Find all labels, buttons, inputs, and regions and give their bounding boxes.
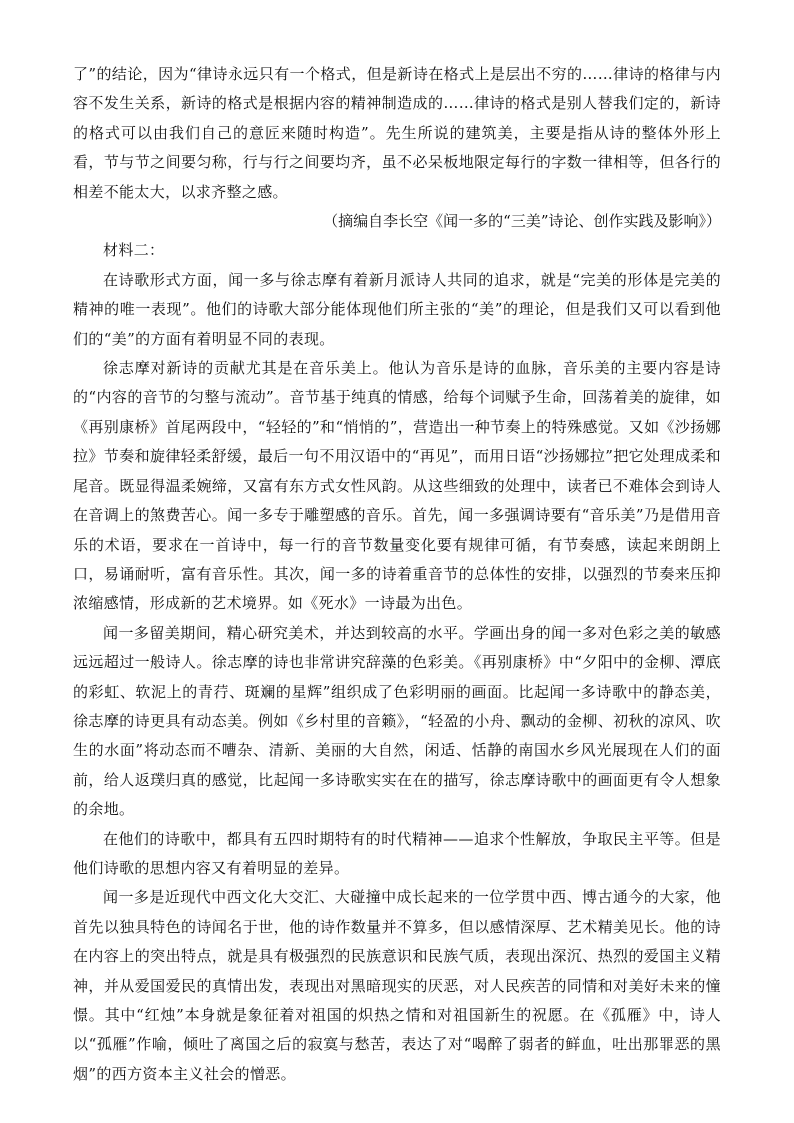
source-citation: （摘编自李长空《闻一多的“三美”诗论、创作实践及影响》） xyxy=(323,212,721,231)
section-heading-material-two: 材料二： xyxy=(103,241,165,260)
paragraph-painting-beauty: 闻一多留美期间，精心研究美术，并达到较高的水平。学画出身的闻一多对色彩之美的敏感远远超过一般诗人。徐志摩的诗也非常讲究辞藻的色彩美。《再别康桥》中“夕阳中的金柳、潭底的彩虹、软泥上的青荇、斑斓的星辉”组织成了色彩明丽的画面。比起闻一多诗歌中的静态美，徐志摩的诗更具有动态美。例如《乡村里的音籁》，“轻盈的小舟、飘动的金柳、初秋的凉风、吹生的水面”将动态而不嘈杂、清新、美丽的大自然，闲适、恬静的南国水乡风光展现在人们的面前，给人返璞归真的感觉，比起闻一多诗歌实实在在的描写，徐志摩诗歌中的画面更有令人想象的余地。 xyxy=(73,623,721,819)
paragraph-form-pursuit: 在诗歌形式方面，闻一多与徐志摩有着新月派诗人共同的追求，就是“完美的形体是完美的精神的唯一表现”。他们的诗歌大部分能体现他们所主张的“美”的理论，但是我们又可以看到他们的“美”的方面有着明显不同的表现。 xyxy=(73,270,721,348)
paragraph-music-beauty: 徐志摩对新诗的贡献尤其是在音乐美上。他认为音乐是诗的血脉，音乐美的主要内容是诗的“内容的音节的匀整与流动”。音节基于纯真的情感，给每个词赋予生命，回荡着美的旋律，如《再别康桥》首尾两段中，“轻轻的”和“悄悄的”，营造出一种节奏上的特殊感觉。又如《沙扬娜拉》节奏和旋律轻柔舒缓，最后一句不用汉语中的“再见”，而用日语“沙扬娜拉”把它处理成柔和尾音。既显得温柔婉缔，又富有东方式女性风韵。从这些细致的处理中，读者已不难体会到诗人在音调上的煞费苦心。闻一多专于雕塑感的音乐。首先，闻一多强调诗要有“音乐美”乃是借用音乐的术语，要求在一首诗中，每一行的音节数量变化要有规律可循，有节奏感，读起来朗朗上口，易诵耐听，富有音乐性。其次，闻一多的诗着重音节的总体性的安排，以强烈的节奏来压抑浓缩感情，形成新的艺术境界。如《死水》一诗最为出色。 xyxy=(73,359,721,613)
paragraph-continuation: 了”的结论，因为“律诗永远只有一个格式，但是新诗在格式上是层出不穷的……律诗的格律与内容不发生关系，新诗的格式是根据内容的精神制造成的……律诗的格式是别人替我们定的，新诗的格式可以由我们自己的意匠来随时构造”。先生所说的建筑美，主要是指从诗的整体外形上看，节与节之间要匀称，行与行之间要均齐，虽不必呆板地限定每行的字数一律相等，但各行的相差不能太大，以求齐整之感。 xyxy=(73,65,721,201)
paragraph-era-spirit: 在他们的诗歌中，都具有五四时期特有的时代精神——追求个性解放，争取民主平等。但是他们诗歌的思想内容又有着明显的差异。 xyxy=(73,829,721,877)
document-page xyxy=(73,60,721,1089)
paragraph-wen-yiduo-content: 闻一多是近现代中西文化大交汇、大碰撞中成长起来的一位学贯中西、博古通今的大家，他首先以独具特色的诗闻名于世，他的诗作数量并不算多，但以感情深厚、艺术精美见长。他的诗在内容上的突出特点，就是具有极强烈的民族意识和民族气质，表现出深沉、热烈的爱国主义精神，并从爱国爱民的真情出发，表现出对黑暗现实的厌恶，对人民疾苦的同情和对美好未来的憧憬。其中“红烛”本身就是象征着对祖国的炽热之情和对祖国新生的祝愿。在《孤雁》中，诗人以“孤雁”作喻，倾吐了离国之后的寂寞与愁苦，表达了对“喝醉了弱者的鲜血，吐出那罪恶的黑烟”的西方资本主义社会的憎恶。 xyxy=(73,888,721,1083)
